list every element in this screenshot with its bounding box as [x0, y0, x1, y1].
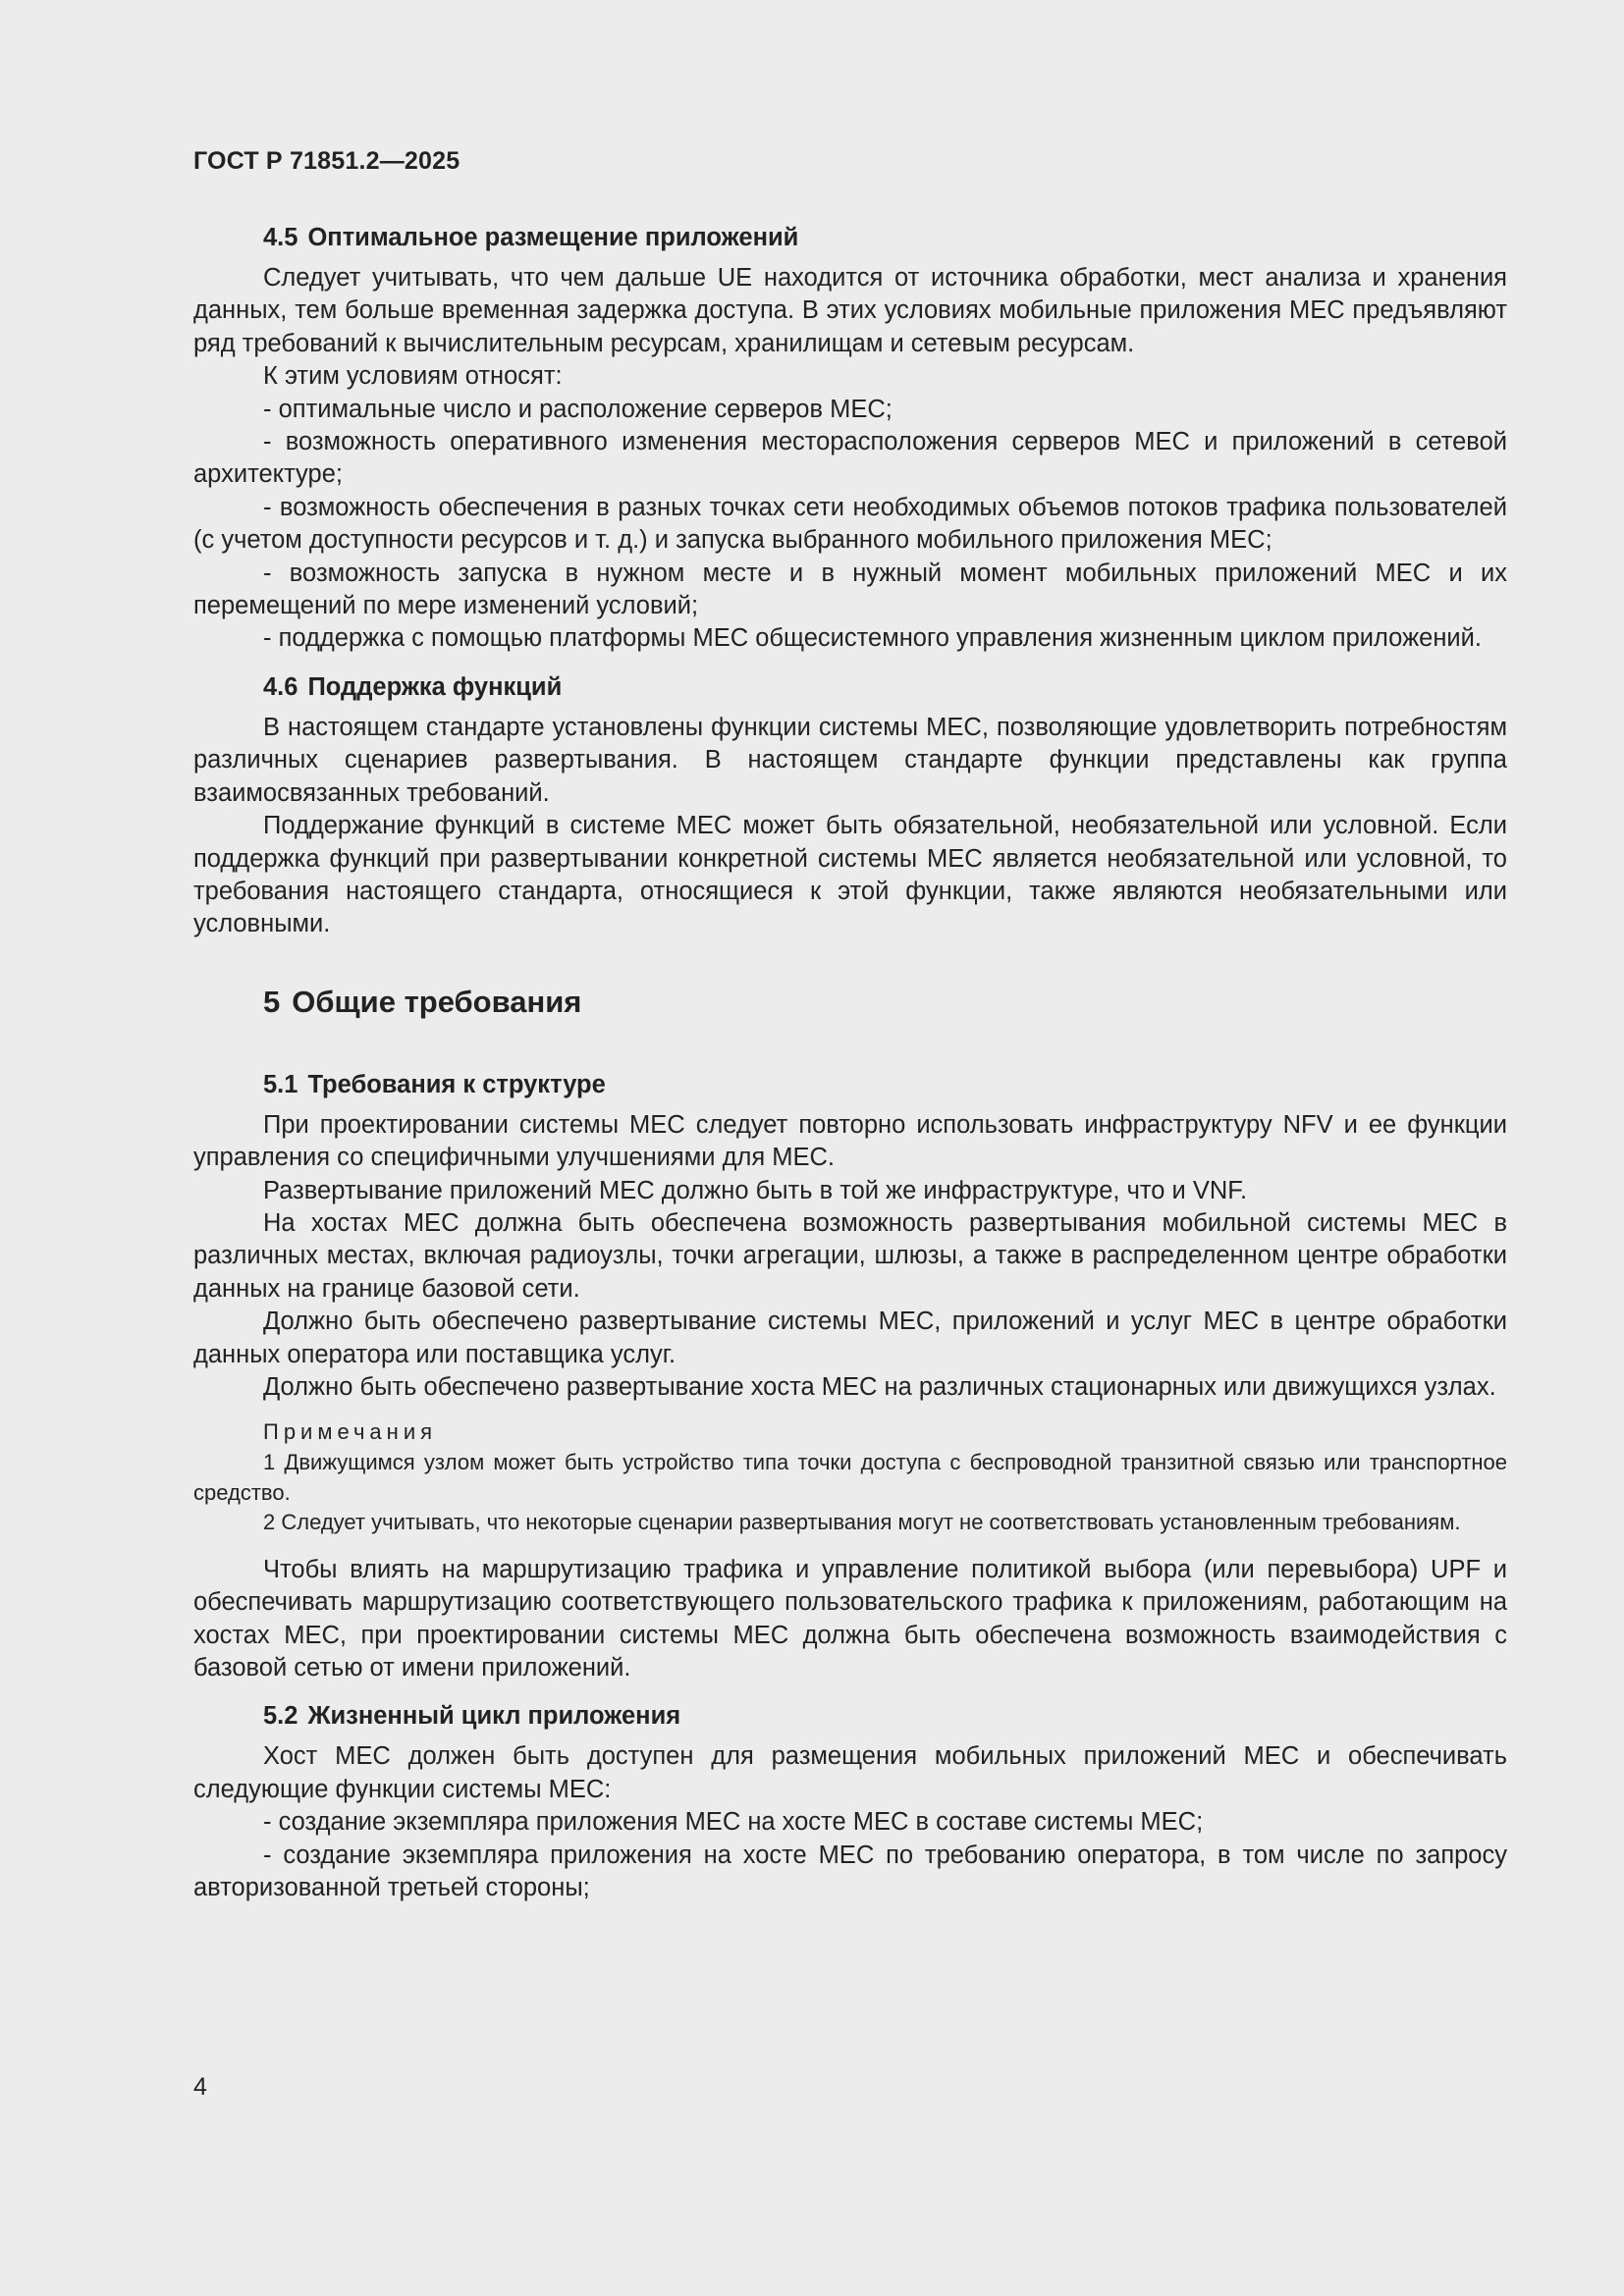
paragraph: Должно быть обеспечено развертывание хоста МЕС на различных стационарных или движущихся узлах. — [263, 1372, 1496, 1401]
list-item: - возможность запуска в нужном месте и в нужный момент мобильных приложений МЕС и их перемещений по мере изменений условий; — [193, 559, 1507, 620]
paragraph: Поддержание функций в системе МЕС может быть обязательной, необязательной или условной. Если поддержка функций при развертывании конкретной системы МЕС является необязательной или условной, то требования настоящего стандарта, относящиеся к этой функции, также являются необязательными или условными. — [193, 812, 1507, 938]
section-5-2-heading — [193, 1700, 1507, 1733]
page-number: 4 — [193, 2073, 207, 2101]
section-title: Оптимальное размещение приложений — [307, 224, 799, 251]
paragraph: При проектировании системы МЕС следует повторно использовать инфраструктуру NFV и ее функции управления со специфичными улучшениями для МЕС. — [193, 1110, 1507, 1172]
page-content — [193, 222, 1507, 1904]
document-code: ГОСТ Р 71851.2—2025 — [193, 147, 460, 175]
section-title: Поддержка функций — [307, 672, 563, 701]
notes-block — [193, 1417, 1507, 1537]
list-item: - поддержка с помощью платформы МЕС общесистемного управления жизненным циклом приложений. — [263, 624, 1482, 653]
paragraph: К этим условиям относят: — [263, 362, 563, 391]
section-number: 4.5 — [263, 224, 298, 251]
list-item: - создание экземпляра приложения на хосте МЕС по требованию оператора, в том числе по запросу авторизованной третьей стороны; — [193, 1841, 1507, 1901]
paragraph: Чтобы влиять на маршрутизацию трафика и управление политикой выбора (или перевыбора) UPF и обеспечивать маршрутизацию соответствующего пользовательского трафика к приложениям, работающим на хостах МЕС, при проектировании системы МЕС должна быть обеспечена возможность взаимодействия с базовой сетью от имени приложений. — [193, 1555, 1507, 1682]
section-number: 4.6 — [263, 672, 298, 701]
paragraph: Следует учитывать, что чем дальше UE находится от источника обработки, мест анализа и хранения данных, тем больше временная задержка доступа. В этих условиях мобильные приложения МЕС предъявляют ряд требований к вычислительным ресурсам, хранилищам и сетевым ресурсам. — [193, 264, 1507, 357]
chapter-5-heading — [193, 983, 1507, 1022]
note-item: 2 Следует учитывать, что некоторые сценарии развертывания могут не соответствовать установленным требованиям. — [263, 1510, 1461, 1535]
section-4-6-heading — [193, 671, 1507, 704]
list-item: - создание экземпляра приложения МЕС на хосте МЕС в составе системы МЕС; — [263, 1808, 1204, 1837]
section-title: Требования к структуре — [307, 1070, 606, 1098]
paragraph: На хостах МЕС должна быть обеспечена возможность развертывания мобильной системы МЕС в различных местах, включая радиоузлы, точки агрегации, шлюзы, а также в распределенном центре обработки данных на границе базовой сети. — [193, 1208, 1507, 1303]
section-number: 5.2 — [263, 1702, 298, 1731]
paragraph: Должно быть обеспечено развертывание системы МЕС, приложений и услуг МЕС в центре обработки данных оператора или поставщика услуг. — [193, 1308, 1507, 1368]
section-title: Жизненный цикл приложения — [307, 1702, 681, 1731]
chapter-title: Общие требования — [292, 984, 582, 1019]
section-4-5-heading — [193, 222, 1507, 254]
notes-title: Примечания — [263, 1419, 438, 1445]
section-5-1-heading — [193, 1069, 1507, 1101]
paragraph: Развертывание приложений МЕС должно быть в той же инфраструктуре, что и VNF. — [263, 1176, 1248, 1204]
paragraph: В настоящем стандарте установлены функции системы МЕС, позволяющие удовлетворить потребностям различных сценариев развертывания. В настоящем стандарте функции представлены как группа взаимосвязанных требований. — [193, 713, 1507, 807]
paragraph: Хост МЕС должен быть доступен для размещения мобильных приложений МЕС и обеспечивать следующие функции системы МЕС: — [193, 1742, 1507, 1803]
section-number: 5.1 — [263, 1070, 298, 1098]
chapter-number: 5 — [263, 984, 281, 1019]
list-item: - возможность обеспечения в разных точках сети необходимых объемов потоков трафика пользователей (с учетом доступности ресурсов и т. д.) и запуска выбранного мобильного приложения МЕС; — [193, 493, 1507, 555]
note-item: 1 Движущимся узлом может быть устройство типа точки доступа с беспроводной транзитной связью или транспортное средство. — [193, 1449, 1507, 1505]
list-item: - оптимальные число и расположение серверов МЕС; — [263, 395, 893, 423]
list-item: - возможность оперативного изменения месторасположения серверов МЕС и приложений в сетевой архитектуре; — [193, 428, 1507, 489]
